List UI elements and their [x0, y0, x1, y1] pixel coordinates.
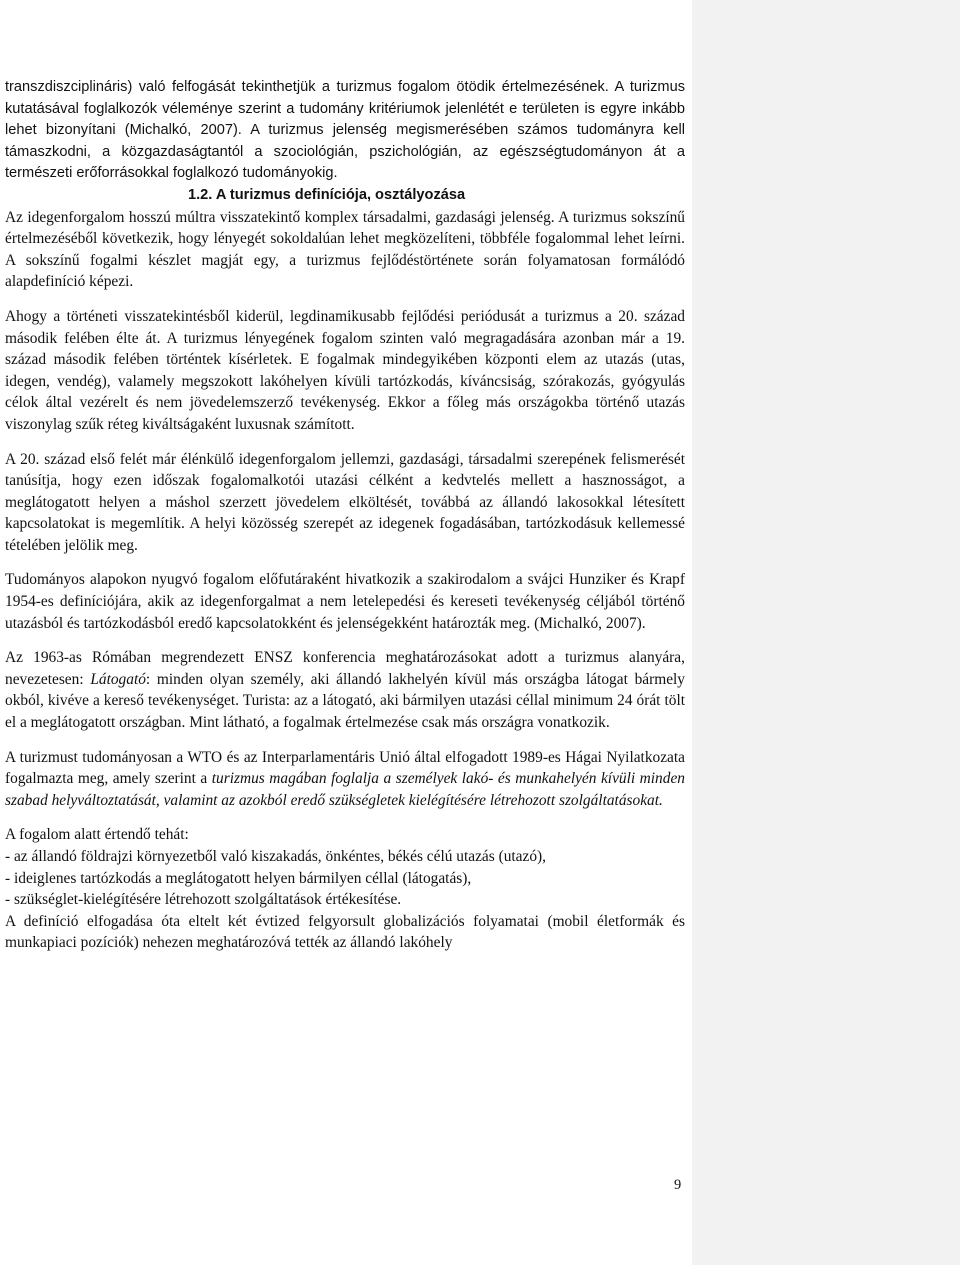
paragraph-2: Ahogy a történeti visszatekintésből kiderül, legdinamikusabb fejlődési periódusát a turizmus a 20. század második felében élte át. A turizmus lényegének fogalom szinten való megragadására azonban már a 19. század második felében történtek kísérletek. E fogalmak mindegyikében központi elem az utazás (utas, idegen, vendég), valamely megszokott lakóhelyen kívüli tartózkodás, kíváncsiság, szórakozás, gyógyulás célok által vezérelt és nem jövedelemszerző tevékenység. Ekkor a főleg más országokba történő utazás viszonylag szűk réteg kiváltságaként luxusnak számított. — [5, 307, 685, 433]
paragraph-6-emphasis: turizmus magában foglalja a személyek lakó- és munkahelyén kívüli minden szabad helyváltoztatását, valamint az azokból eredő szükségletek kielégítésére létrehozott szolgáltatásokat. — [5, 770, 685, 809]
paragraph-8: A definíció elfogadása óta eltelt két évtized felgyorsult globalizációs folyamatai (mobil életformák és munkapiaci pozíciók) nehezen meghatározóvá tették az állandó lakóhely — [5, 912, 685, 952]
paragraph-6-text: A turizmust tudományosan a WTO és az Interparlamentáris Unió által elfogadott 1989-es Hágai Nyilatkozata fogalmazta meg, amely szerint a — [5, 748, 685, 788]
comment-margin — [692, 0, 960, 1265]
section-heading: 1.2. A turizmus definíciója, osztályozása — [188, 186, 466, 203]
paragraph-5-text-b: : minden olyan személy, aki állandó lakhelyén kívül más országba látogat bármely okból, kivéve a kereső tevékenységet. Turista: az a látogató, aki bármilyen utazási céllal minimum 24 órát tölt el a meglátogatott országban. Mint látható, a fogalmak értelmezése csak más országra vonatkozik. — [5, 670, 685, 732]
paragraph-5 — [5, 647, 685, 733]
paragraph-6 — [5, 747, 685, 812]
document-body — [5, 77, 685, 954]
paragraph-7: A fogalom alatt értendő tehát: — [5, 826, 189, 844]
paragraph-1: Az idegenforgalom hosszú múltra visszatekintő komplex társadalmi, gazdasági jelenség. A turizmus sokszínű értelmezéséből következik, hogy lényegét sokoldalúan lehet megközelíteni, többféle fogalommal lehet leírni. A sokszínű fogalmi készlet magját egy, a turizmus fejlődéstörténete során folyamatosan formálódó alapdefiníció képezi. — [5, 208, 685, 291]
paragraph-intro: transzdiszciplináris) való felfogását tekinthetjük a turizmus fogalom ötödik értelmezésének. A turizmus kutatásával foglalkozók véleménye szerint a tudomány kritériumok jelenlétét e területen is egyre inkább lehet bizonyítani (Michalkó, 2007). A turizmus jelenség megismerésében számos tudományra kell támaszkodni, a közgazdaságtantól a szociológián, pszichológián, az egészségtudományon át a természeti erőforrásokkal foglalkozó tudományokig. — [5, 79, 685, 182]
list-item: - szükséglet-kielégítésére létrehozott szolgáltatások értékesítése. — [5, 891, 402, 909]
paragraph-4: Tudományos alapokon nyugvó fogalom előfutáraként hivatkozik a szakirodalom a svájci Hunziker és Krapf 1954-es definíciójára, akik az idegenforgalmat a nem letelepedési és kereseti tevékenység céljából történő utazásból és tartózkodásból eredő kapcsolatokként és jelenségekként határozták meg. (Michalkó, 2007). — [5, 571, 685, 632]
definition-list — [5, 846, 685, 911]
paragraph-3: A 20. század első felét már élénkülő idegenforgalom jellemzi, gazdasági, társadalmi szerepének felismerését tanúsítja, hogy ezen időszak fogalomalkotói utazási célként a kedvtelés mellett a hasznosságot, a meglátogatott helyen a máshol szerzett jövedelem elköltését, továbbá az állandó lakosokkal létesített kapcsolatokat is megemlítik. A helyi közösség szerepét az idegenek fogadásában, tartózkodásuk kellemessé tételében jelölik meg. — [5, 450, 685, 554]
list-item: - az állandó földrajzi környezetből való kiszakadás, önkéntes, békés célú utazás (utazó), — [5, 848, 547, 865]
paragraph-5-text-a: Az 1963-as Rómában megrendezett ENSZ konferencia meghatározásokat adott a turizmus alanyára, nevezetesen: — [5, 649, 685, 688]
list-item: - ideiglenes tartózkodás a meglátogatott helyen bármilyen céllal (látogatás), — [5, 869, 472, 887]
paragraph-5-emphasis: Látogató — [90, 670, 146, 688]
page-number: 9 — [674, 1177, 682, 1193]
